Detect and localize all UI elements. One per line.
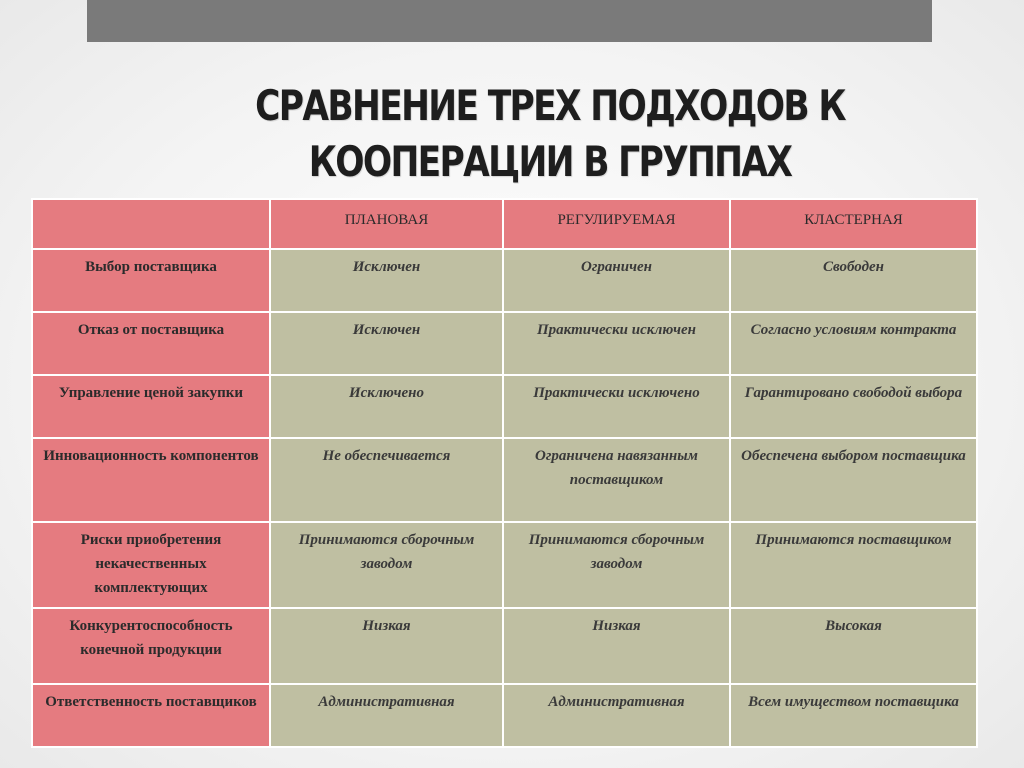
table-cell: Ограничен xyxy=(503,249,730,312)
slide-title-line-1: СРАВНЕНИЕ ТРЕХ ПОДХОДОВ К xyxy=(255,81,845,130)
table-cell: Согласно условиям контракта xyxy=(730,312,977,375)
table-row xyxy=(32,375,977,438)
table-cell: Низкая xyxy=(503,608,730,684)
table-cell: Принимаются сборочным заводом xyxy=(270,522,503,608)
row-label: Отказ от поставщика xyxy=(32,312,270,375)
comparison-table xyxy=(31,198,978,748)
table-cell: Практически исключен xyxy=(503,312,730,375)
header-cell-regulated: РЕГУЛИРУЕМАЯ xyxy=(503,199,730,249)
table-cell: Исключен xyxy=(270,312,503,375)
table-cell: Ограничена навязанным поставщиком xyxy=(503,438,730,522)
table-cell: Административная xyxy=(270,684,503,747)
slide-title xyxy=(222,78,878,190)
table-cell: Исключено xyxy=(270,375,503,438)
table-cell: Практически исключено xyxy=(503,375,730,438)
top-decorative-bar xyxy=(87,0,932,42)
row-label: Риски приобретения некачественных комплектующих xyxy=(32,522,270,608)
header-cell-cluster: КЛАСТЕРНАЯ xyxy=(730,199,977,249)
table-row xyxy=(32,249,977,312)
table-row xyxy=(32,608,977,684)
row-label: Ответственность поставщиков xyxy=(32,684,270,747)
table-cell: Административная xyxy=(503,684,730,747)
header-cell-planned: ПЛАНОВАЯ xyxy=(270,199,503,249)
row-label: Управление ценой закупки xyxy=(32,375,270,438)
table-row xyxy=(32,438,977,522)
table-cell: Низкая xyxy=(270,608,503,684)
row-label: Инновационность компонентов xyxy=(32,438,270,522)
table-header-row xyxy=(32,199,977,249)
table-cell: Свободен xyxy=(730,249,977,312)
header-cell-empty xyxy=(32,199,270,249)
table-cell: Принимаются поставщиком xyxy=(730,522,977,608)
table-cell: Высокая xyxy=(730,608,977,684)
table-cell: Исключен xyxy=(270,249,503,312)
table-row xyxy=(32,312,977,375)
table-cell: Гарантировано свободой выбора xyxy=(730,375,977,438)
table-row xyxy=(32,522,977,608)
table-cell: Принимаются сборочным заводом xyxy=(503,522,730,608)
table-cell: Обеспечена выбором поставщика xyxy=(730,438,977,522)
table-cell: Всем имуществом поставщика xyxy=(730,684,977,747)
row-label: Выбор поставщика xyxy=(32,249,270,312)
table-row xyxy=(32,684,977,747)
row-label: Конкурентоспособность конечной продукции xyxy=(32,608,270,684)
slide-title-line-2: КООПЕРАЦИИ В ГРУППАХ xyxy=(308,137,792,186)
table-cell: Не обеспечивается xyxy=(270,438,503,522)
